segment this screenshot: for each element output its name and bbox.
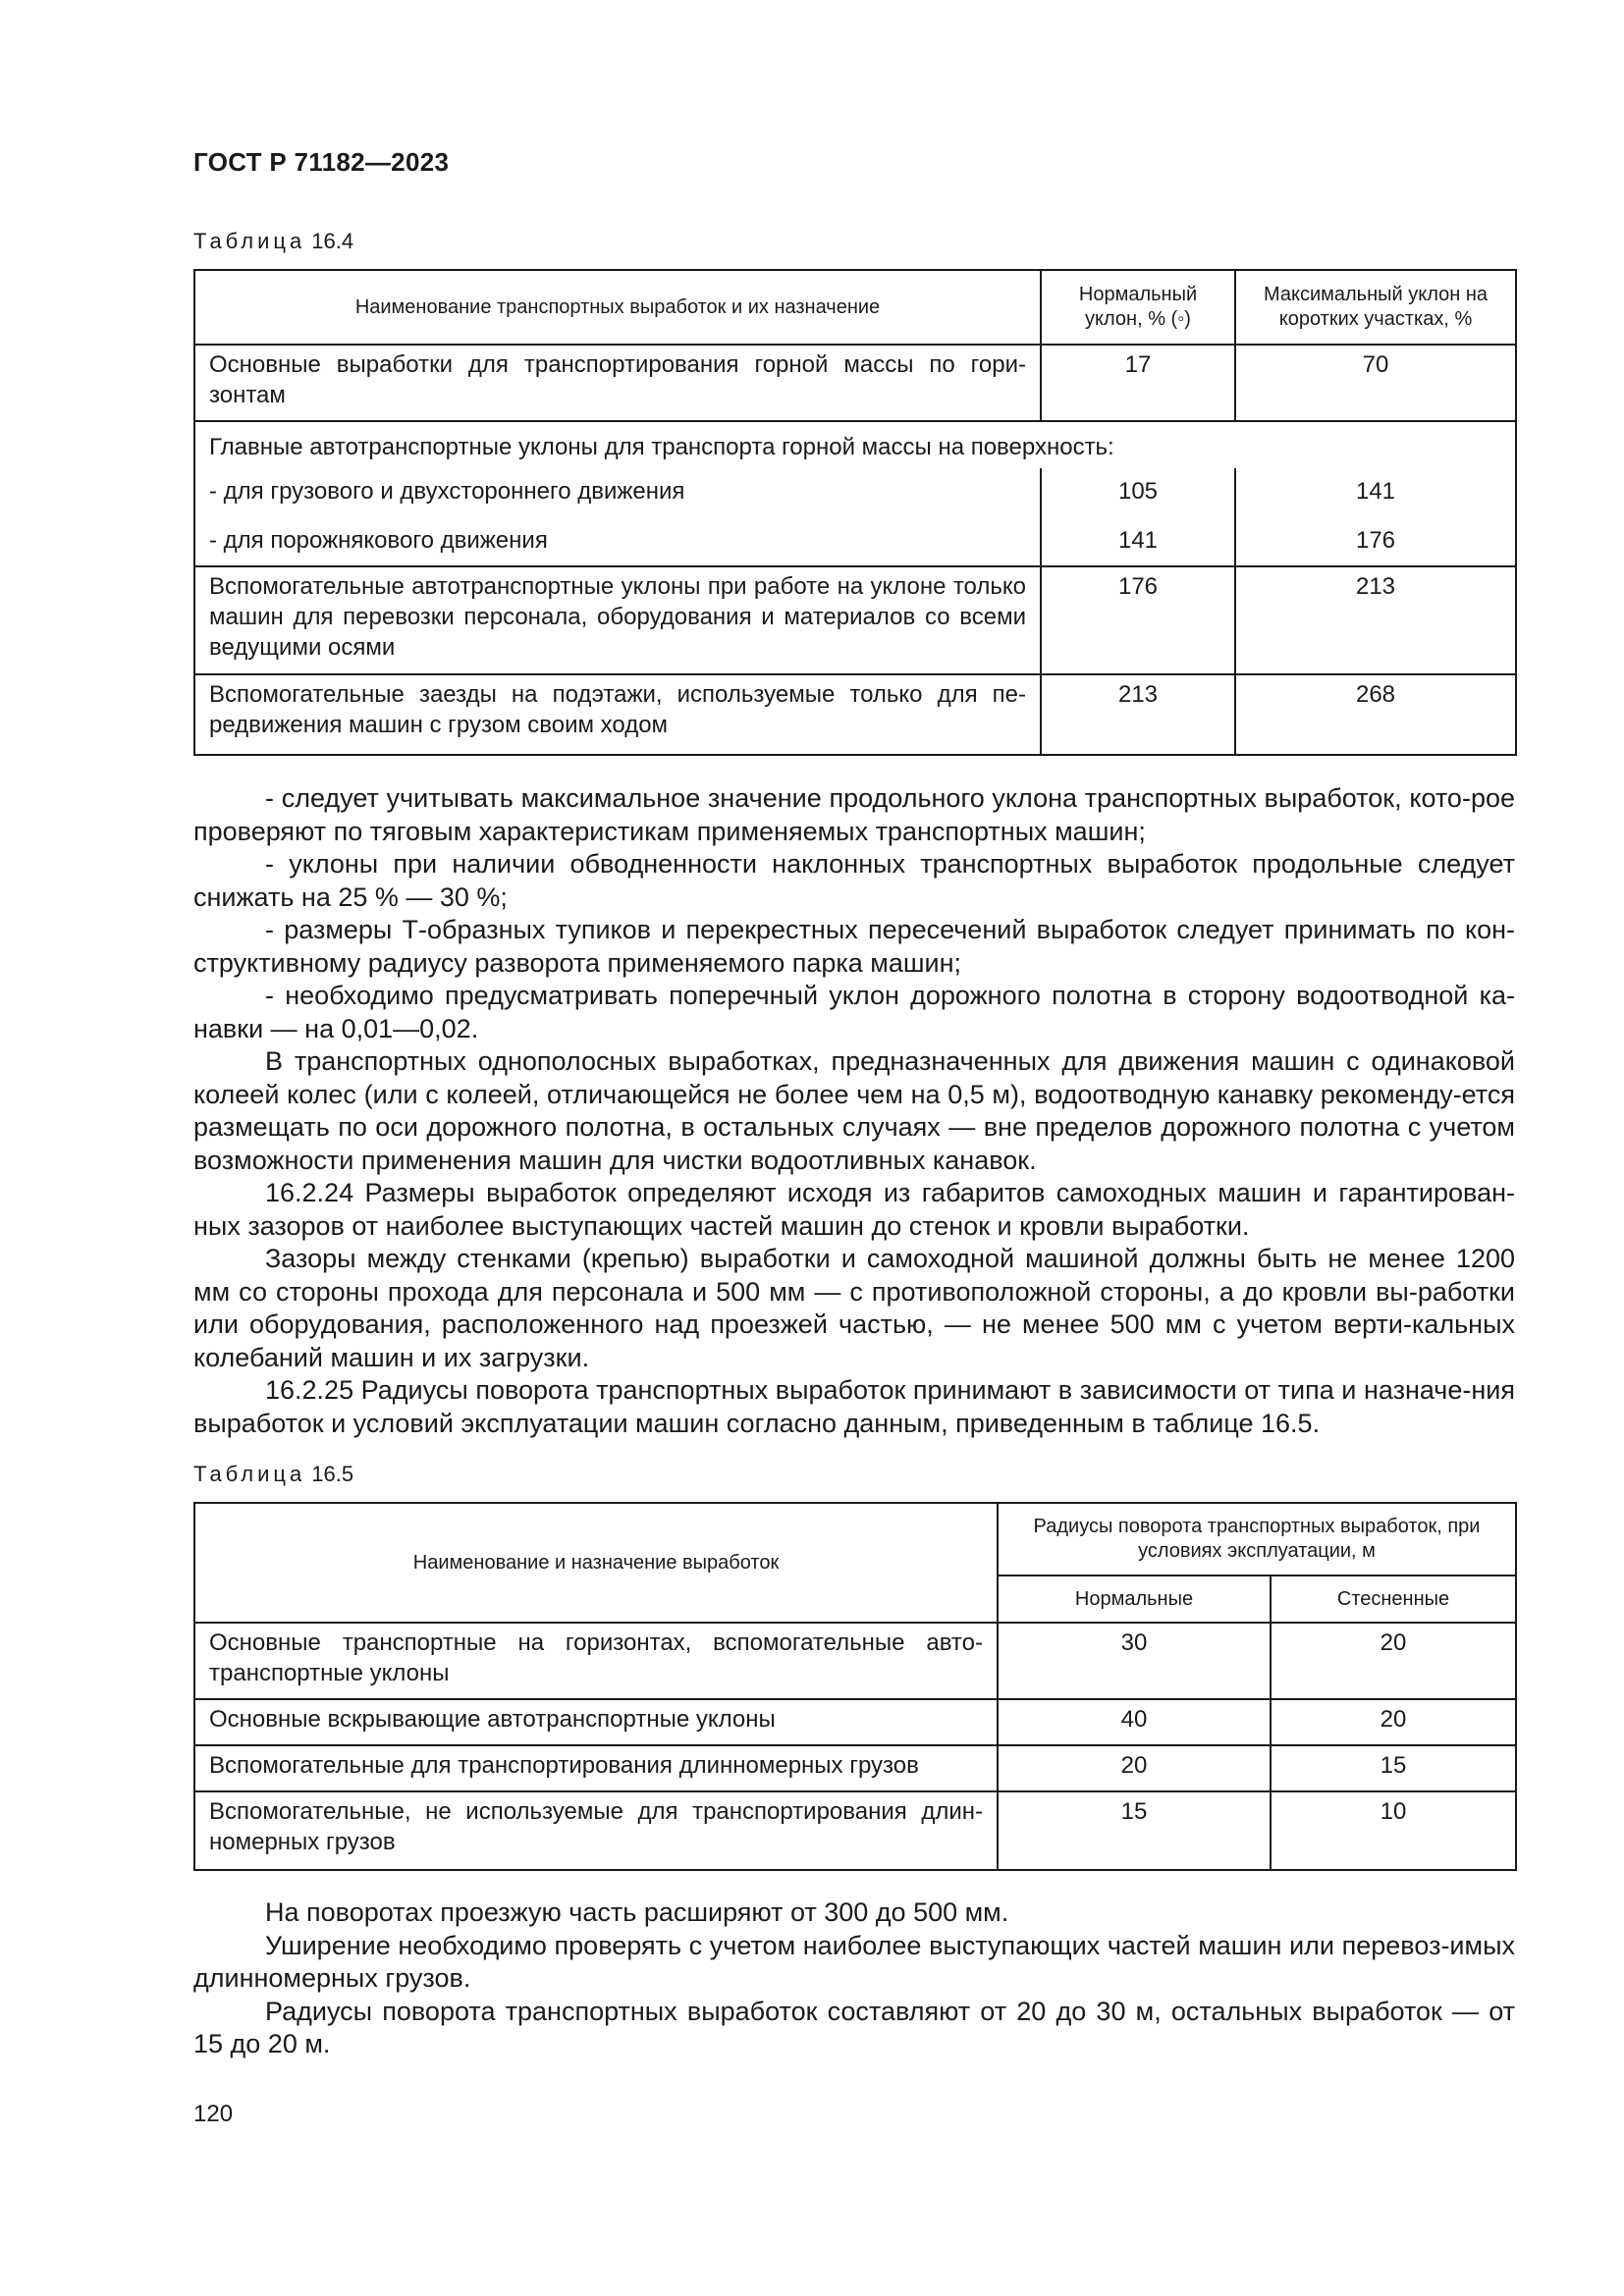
paragraph: 16.2.25 Радиусы поворота транспортных выработок принимают в зависимости от типа и назначе-ния выработок и условий эксплуатации машин согласно данным, приведенным в таблице 16.5. xyxy=(193,1375,1515,1438)
table-group-row xyxy=(194,421,1516,468)
paragraph: - необходимо предусматривать поперечный уклон дорожного полотна в сторону водоотводной ка-навки — на 0,01—0,02. xyxy=(193,981,1515,1043)
cell-normal-radius: 40 xyxy=(998,1699,1271,1745)
cell-name: Вспомогательные заезды на подэтажи, используемые только для пе-редвижения машин с грузом своим ходом xyxy=(194,674,1041,755)
table-16-5-caption xyxy=(193,1462,353,1487)
header-cell-name: Наименование транспортных выработок и их назначение xyxy=(194,270,1041,345)
cell-tight-radius: 10 xyxy=(1271,1791,1516,1870)
cell-normal-radius: 20 xyxy=(998,1745,1271,1791)
cell-name: Основные выработки для транспортирования горной массы по гори-зонтам xyxy=(194,345,1041,421)
table-row xyxy=(194,345,1516,421)
header-cell-normal-slope: Нормальный уклон, % (◦) xyxy=(1041,270,1235,345)
paragraph: Зазоры между стенками (крепью) выработки и самоходной машиной должны быть не менее 1200 мм со стороны прохода для персонала и 500 мм — с противоположной стороны, а до кровли вы-работки или оборудования, расположенного над проезжей частью, — не менее 500 мм с учетом верти-кальных колебаний машин и их загрузки. xyxy=(193,1244,1515,1372)
table-row xyxy=(194,468,1516,517)
table-row xyxy=(194,1699,1516,1745)
paragraph: Уширение необходимо проверять с учетом наиболее выступающих частей машин или перевоз-имых длинномерных грузов. xyxy=(193,1930,1515,1993)
table-row xyxy=(194,1623,1516,1699)
cell-name: Основные транспортные на горизонтах, вспомогательные авто-транспортные уклоны xyxy=(194,1623,998,1699)
cell-normal-slope: 105 xyxy=(1041,468,1235,517)
paragraph: На поворотах проезжую часть расширяют от 300 до 500 мм. xyxy=(265,1897,1009,1927)
table-row xyxy=(194,566,1516,674)
table-caption-number: 16.5 xyxy=(311,1462,354,1486)
cell-name: Вспомогательные автотранспортные уклоны при работе на уклоне только машин для перевозки персонала, оборудования и материалов со всеми ведущими осями xyxy=(194,566,1041,674)
body-text-section-a xyxy=(193,782,1515,1440)
cell-normal-slope: 17 xyxy=(1041,345,1235,421)
cell-group-title: Главные автотранспортные уклоны для транспорта горной массы на поверхность: xyxy=(194,421,1516,468)
paragraph: Радиусы поворота транспортных выработок составляют от 20 до 30 м, остальных выработок — от 15 до 20 м. xyxy=(193,1996,1515,2058)
cell-tight-radius: 15 xyxy=(1271,1745,1516,1791)
cell-normal-radius: 15 xyxy=(998,1791,1271,1870)
header-cell-max-slope: Максимальный уклон на коротких участках, % xyxy=(1235,270,1516,345)
cell-tight-radius: 20 xyxy=(1271,1623,1516,1699)
table-caption-number: 16.4 xyxy=(311,229,354,253)
table-16-5 xyxy=(193,1502,1517,1871)
cell-normal-slope: 141 xyxy=(1041,517,1235,566)
cell-name: Вспомогательные для транспортирования длинномерных грузов xyxy=(194,1745,998,1791)
cell-name: - для порожнякового движения xyxy=(194,517,1041,566)
page-number: 120 xyxy=(193,2101,234,2127)
table-row xyxy=(194,517,1516,566)
table-16-4-caption xyxy=(193,229,353,254)
cell-max-slope: 176 xyxy=(1235,517,1516,566)
table-row xyxy=(194,1791,1516,1870)
table-row xyxy=(194,674,1516,755)
header-cell-name: Наименование и назначение выработок xyxy=(194,1503,998,1623)
cell-normal-radius: 30 xyxy=(998,1623,1271,1699)
cell-normal-slope: 213 xyxy=(1041,674,1235,755)
table-header-row xyxy=(194,1503,1516,1575)
paragraph: - размеры Т-образных тупиков и перекрестных пересечений выработок следует принимать по кон-структивному радиусу разворота применяемого парка машин; xyxy=(193,915,1515,978)
cell-max-slope: 141 xyxy=(1235,468,1516,517)
table-row xyxy=(194,1745,1516,1791)
cell-name: Основные вскрывающие автотранспортные уклоны xyxy=(194,1699,998,1745)
paragraph: - уклоны при наличии обводненности наклонных транспортных выработок продольные следует снижать на 25 % — 30 %; xyxy=(193,849,1515,912)
cell-max-slope: 213 xyxy=(1235,566,1516,674)
paragraph: - следует учитывать максимальное значение продольного уклона транспортных выработок, кото-рое проверяют по тяговым характеристикам применяемых транспортных машин; xyxy=(193,783,1515,846)
cell-name: Вспомогательные, не используемые для транспортирования длин-номерных грузов xyxy=(194,1791,998,1870)
paragraph: 16.2.24 Размеры выработок определяют исходя из габаритов самоходных машин и гарантирован-ных зазоров от наиболее выступающих частей машин до стенок и кровли выработки. xyxy=(193,1178,1515,1241)
table-caption-word: Таблица xyxy=(193,1462,306,1486)
document-header: ГОСТ Р 71182—2023 xyxy=(193,147,450,177)
cell-max-slope: 268 xyxy=(1235,674,1516,755)
cell-max-slope: 70 xyxy=(1235,345,1516,421)
paragraph: В транспортных однополосных выработках, предназначенных для движения машин с одинаковой колеей колес (или с колеей, отличающейся не более чем на 0,5 м), водоотводную канавку рекоменду-ется размещать по оси дорожного полотна, в остальных случаях — вне пределов дорожного полотна с учетом возможности применения машин для чистки водоотливных канавок. xyxy=(193,1046,1515,1175)
table-caption-word: Таблица xyxy=(193,229,306,253)
table-16-4 xyxy=(193,269,1517,756)
header-cell-normal: Нормальные xyxy=(998,1575,1271,1623)
cell-name: - для грузового и двухстороннего движения xyxy=(194,468,1041,517)
header-cell-turn-radii: Радиусы поворота транспортных выработок, при условиях эксплуатации, м xyxy=(998,1503,1516,1575)
cell-tight-radius: 20 xyxy=(1271,1699,1516,1745)
cell-normal-slope: 176 xyxy=(1041,566,1235,674)
header-cell-tight: Стесненные xyxy=(1271,1575,1516,1623)
body-text-section-b xyxy=(193,1896,1515,2061)
table-header-row xyxy=(194,270,1516,345)
